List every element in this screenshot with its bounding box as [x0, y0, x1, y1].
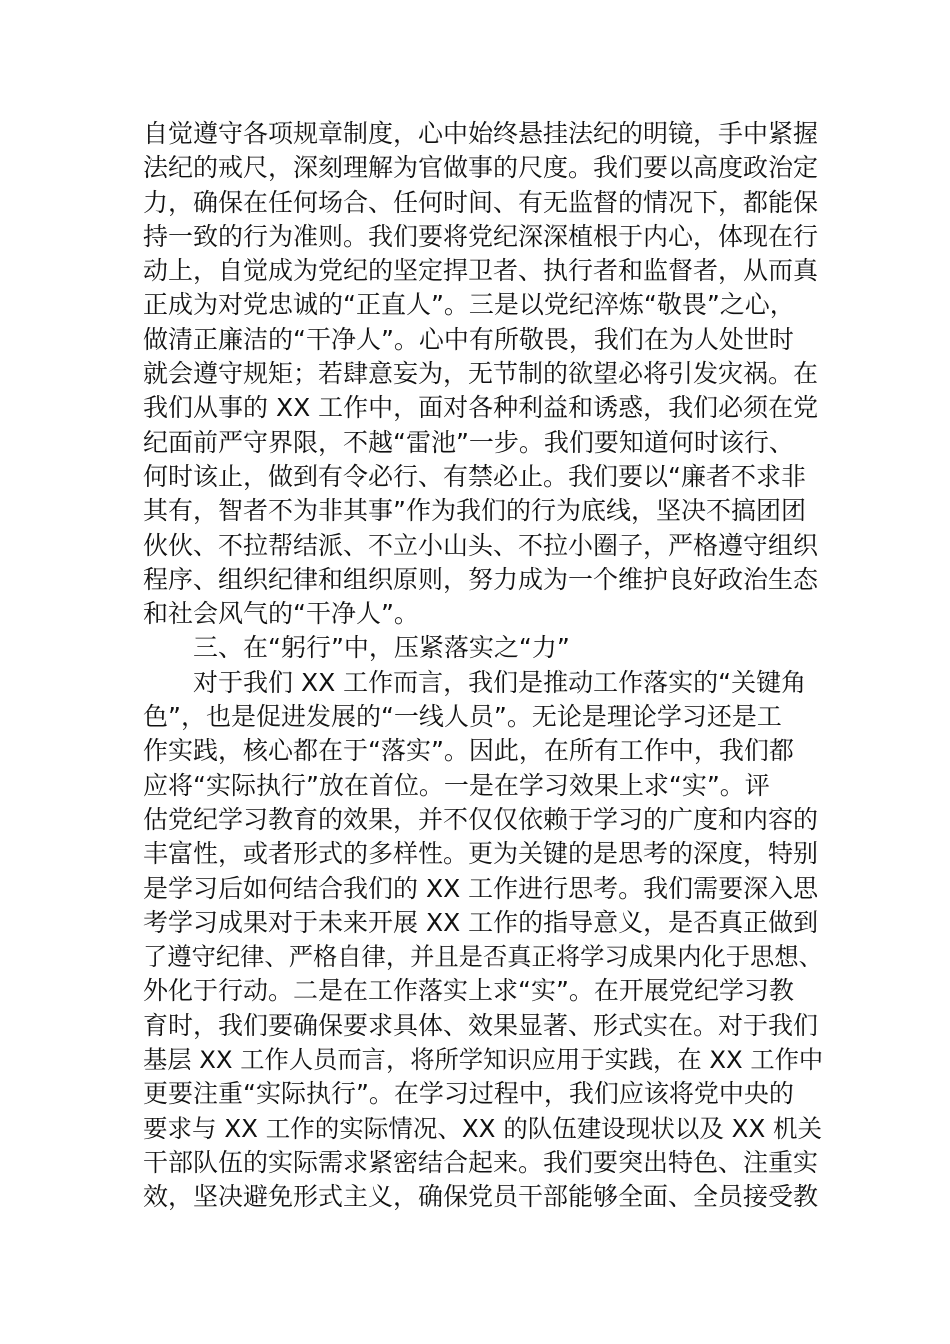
section-heading: 三、在“躬行”中，压紧落实之“力” [193, 633, 570, 663]
text-line: 基层 XX 工作人员而言，将所学知识应用于实践，在 XX 工作中 [143, 1045, 824, 1075]
text-line: 就会遵守规矩；若肆意妄为，无节制的欲望必将引发灾祸。在 [143, 359, 819, 389]
text-line: 色”，也是促进发展的“一线人员”。无论是理论学习还是工 [143, 702, 782, 732]
text-line: 要求与 XX 工作的实际情况、XX 的队伍建设现状以及 XX 机关 [143, 1113, 823, 1143]
text-line: 效，坚决避免形式主义，确保党员干部能够全面、全员接受教 [143, 1182, 819, 1212]
text-line: 我们从事的 XX 工作中，面对各种利益和诱惑，我们必须在党 [143, 393, 819, 423]
text-line: 纪面前严守界限，不越“雷池”一步。我们要知道何时该行、 [143, 427, 794, 457]
text-line: 和社会风气的“干净人”。 [143, 599, 419, 629]
text-line: 育时，我们要确保要求具体、效果显著、形式实在。对于我们 [143, 1010, 819, 1040]
text-line: 估党纪学习教育的效果，并不仅仅依赖于学习的广度和内容的 [143, 804, 819, 834]
body-text [143, 117, 823, 1215]
text-line: 是学习后如何结合我们的 XX 工作进行思考。我们需要深入思 [143, 873, 819, 903]
text-line: 干部队伍的实际需求紧密结合起来。我们要突出特色、注重实 [143, 1147, 819, 1177]
text-line: 法纪的戒尺，深刻理解为官做事的尺度。我们要以高度政治定 [143, 153, 819, 183]
text-line: 伙伙、不拉帮结派、不立小山头、不拉小圈子，严格遵守组织 [143, 530, 819, 560]
text-line: 对于我们 XX 工作而言，我们是推动工作落实的“关键角 [193, 667, 807, 697]
text-line: 外化于行动。二是在工作落实上求“实”。在开展党纪学习教 [143, 976, 794, 1006]
text-line: 丰富性，或者形式的多样性。更为关键的是思考的深度，特别 [143, 839, 819, 869]
text-line: 更要注重“实际执行”。在学习过程中，我们应该将党中央的 [143, 1079, 794, 1109]
text-line: 了遵守纪律、严格自律，并且是否真正将学习成果内化于思想、 [143, 942, 823, 972]
text-line: 何时该止，做到有令必行、有禁必止。我们要以“廉者不求非 [143, 461, 806, 491]
text-line: 力，确保在任何场合、任何时间、有无监督的情况下，都能保 [143, 187, 819, 217]
text-line: 持一致的行为准则。我们要将党纪深深植根于内心，体现在行 [143, 221, 819, 251]
text-line: 自觉遵守各项规章制度，心中始终悬挂法纪的明镜，手中紧握 [143, 119, 819, 148]
text-line: 作实践，核心都在于“落实”。因此，在所有工作中，我们都 [143, 736, 794, 766]
text-line: 应将“实际执行”放在首位。一是在学习效果上求“实”。评 [143, 770, 770, 800]
text-line: 做清正廉洁的“干净人”。心中有所敬畏，我们在为人处世时 [143, 324, 794, 354]
text-line: 动上，自觉成为党纪的坚定捍卫者、执行者和监督者，从而真 [143, 256, 819, 286]
text-line: 考学习成果对于未来开展 XX 工作的指导意义，是否真正做到 [143, 907, 819, 937]
text-line: 程序、组织纪律和组织原则，努力成为一个维护良好政治生态 [143, 564, 819, 594]
text-line: 其有，智者不为非其事”作为我们的行为底线，坚决不搞团团 [143, 496, 806, 526]
text-line: 正成为对党忠诚的“正直人”。三是以党纪淬炼“敬畏”之心， [143, 290, 795, 320]
